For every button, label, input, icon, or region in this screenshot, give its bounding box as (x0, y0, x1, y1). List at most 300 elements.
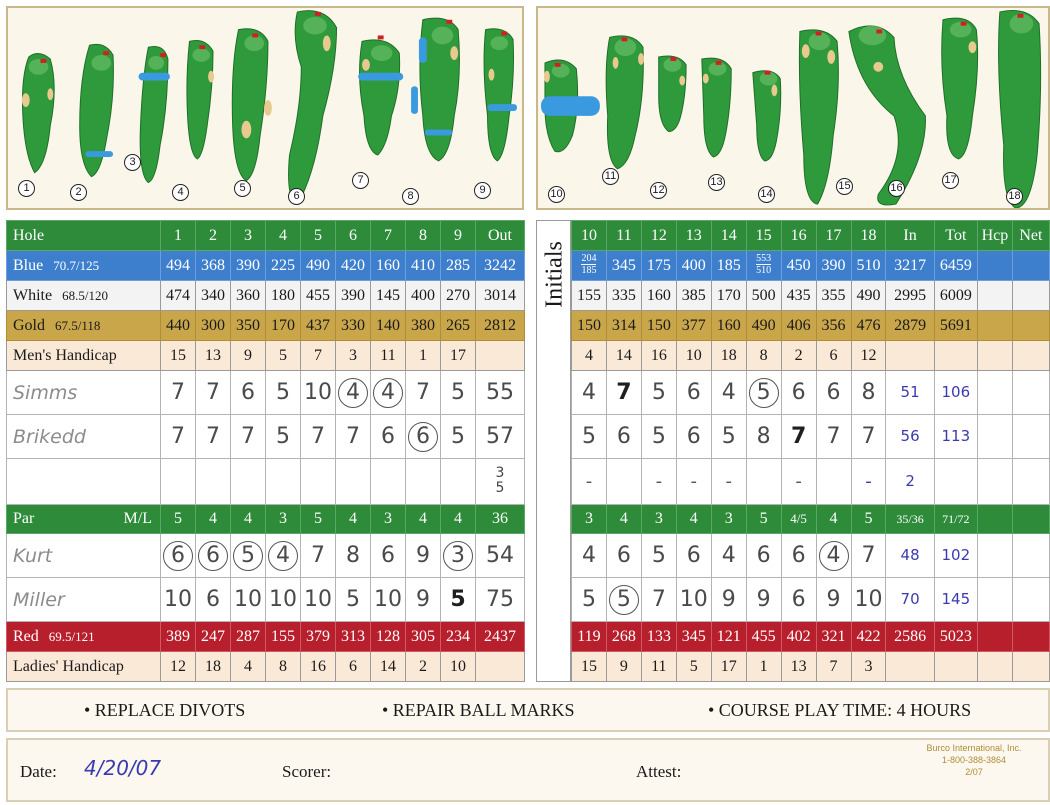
red-tee-row (572, 622, 1050, 652)
player-name-cell[interactable] (7, 371, 161, 415)
score-cell[interactable]: 10 (371, 578, 406, 622)
mark-cell[interactable] (746, 459, 781, 505)
score-in-cell[interactable]: 56 (886, 415, 934, 459)
net-cell[interactable] (1012, 534, 1049, 578)
handicap-cell: 12 (851, 341, 886, 371)
hole-number-cell: 5 (301, 221, 336, 251)
net-cell[interactable] (1012, 251, 1049, 281)
score-cell[interactable]: 6 (196, 578, 231, 622)
hole-number-badge: 2 (70, 184, 87, 201)
score-cell[interactable]: 5 (572, 415, 607, 459)
score-cell[interactable]: 4 (266, 534, 301, 578)
score-cell[interactable]: 7 (781, 415, 816, 459)
yardage-cell: 121 (711, 622, 746, 652)
score-cell[interactable]: 8 (746, 415, 781, 459)
score-cell[interactable]: 4 (572, 534, 607, 578)
front-nine-hole-diagrams (6, 6, 524, 210)
score-total-cell[interactable]: 54 (476, 534, 525, 578)
gold-tee-label: Gold 67.5/118 (7, 311, 161, 341)
yardage-cell-split: $\frac{553}{510}$ (746, 251, 781, 281)
hole-number-cell: 3 (231, 221, 266, 251)
yardage-cell: 155 (266, 622, 301, 652)
mark-cell[interactable]: - (572, 459, 607, 505)
attest-label: Attest: (636, 762, 682, 781)
score-cell[interactable]: 7 (231, 415, 266, 459)
match-marks-row (7, 459, 525, 505)
handicap-cell: 4 (572, 341, 607, 371)
score-cell[interactable]: 5 (441, 578, 476, 622)
hole-number-badge: 12 (650, 182, 667, 199)
score-cell[interactable]: 5 (231, 534, 266, 578)
score-cell[interactable]: 9 (711, 578, 746, 622)
score-cell[interactable]: 7 (161, 415, 196, 459)
initials-column (536, 220, 571, 682)
yardage-total-cell: 2812 (476, 311, 525, 341)
hole-number-cell: 18 (851, 221, 886, 251)
hcp-cell (977, 505, 1012, 534)
yardage-cell: 422 (851, 622, 886, 652)
match-marks-row (572, 459, 1050, 505)
red-rating: 69.5/121 (48, 628, 95, 644)
par-cell: 5 (851, 505, 886, 534)
score-in-cell[interactable]: 70 (886, 578, 934, 622)
red-tee-row (7, 622, 525, 652)
player-name: Miller (13, 588, 65, 611)
white-tee-row (7, 281, 525, 311)
score-cell[interactable]: 6 (371, 415, 406, 459)
score-cell[interactable]: 7 (301, 534, 336, 578)
score-cell[interactable]: 5 (572, 578, 607, 622)
yardage-cell: 175 (641, 251, 676, 281)
yardage-cell: 225 (266, 251, 301, 281)
handicap-cell: 3 (336, 341, 371, 371)
mark-in-cell[interactable]: 2 (886, 459, 934, 505)
score-cell[interactable]: 5 (441, 371, 476, 415)
hole-number-badge: 18 (1006, 188, 1023, 205)
hole-number-badge: 7 (352, 172, 369, 189)
par-cell: 4 (231, 505, 266, 534)
player-score-row (572, 371, 1050, 415)
mark-cell[interactable] (266, 459, 301, 505)
score-cell[interactable]: 9 (406, 578, 441, 622)
player-name: Simms (13, 381, 78, 404)
par-cell: 3 (266, 505, 301, 534)
score-total-cell[interactable]: 75 (476, 578, 525, 622)
mens-handicap-label: Men's Handicap (7, 341, 161, 371)
hcp-cell[interactable] (977, 622, 1012, 652)
handicap-cell: 6 (816, 341, 851, 371)
score-cell[interactable]: 6 (606, 534, 641, 578)
yardage-cell: 435 (781, 281, 816, 311)
yardage-cell: 377 (676, 311, 711, 341)
score-cell[interactable]: 7 (816, 415, 851, 459)
yardage-in-cell: 2879 (886, 311, 934, 341)
hcp-cell[interactable] (977, 459, 1012, 505)
hcp-cell[interactable] (977, 251, 1012, 281)
printer-phone: 1-800-388-3864 (941, 755, 1007, 765)
yardage-cell: 335 (606, 281, 641, 311)
player-score-row (572, 415, 1050, 459)
hcp-cell[interactable] (977, 371, 1012, 415)
mark-cell[interactable] (161, 459, 196, 505)
yardage-tot-cell: 5023 (934, 622, 977, 652)
player-score-row (7, 534, 525, 578)
date-value[interactable]: 4/20/07 (84, 756, 162, 780)
mens-handicap-row (572, 341, 1050, 371)
score-cell[interactable]: 7 (606, 371, 641, 415)
yardage-cell: 437 (301, 311, 336, 341)
score-total-cell[interactable]: 57 (476, 415, 525, 459)
score-cell[interactable]: 7 (336, 415, 371, 459)
par-tot-cell: 71/72 (934, 505, 977, 534)
hole-number-cell: 2 (196, 221, 231, 251)
mark-tot-cell[interactable] (934, 459, 977, 505)
hole-number-badge: 14 (758, 186, 775, 203)
yardage-cell: 350 (231, 311, 266, 341)
score-cell[interactable]: 3 (441, 534, 476, 578)
par-cell: 4/5 (781, 505, 816, 534)
score-cell[interactable]: 6 (371, 534, 406, 578)
handicap-cell: 5 (676, 652, 711, 682)
score-cell[interactable]: 6 (196, 534, 231, 578)
yardage-cell: 150 (641, 311, 676, 341)
handicap-cell: 15 (161, 341, 196, 371)
score-cell[interactable]: 10 (301, 371, 336, 415)
hole-number-cell: 9 (441, 221, 476, 251)
handicap-cell: 4 (231, 652, 266, 682)
handicap-cell: 10 (676, 341, 711, 371)
handicap-cell: 2 (406, 652, 441, 682)
hole-number-badge: 11 (602, 168, 619, 185)
hcp-cell[interactable] (977, 415, 1012, 459)
score-cell[interactable]: 4 (711, 371, 746, 415)
yardage-cell: 368 (196, 251, 231, 281)
blue-tee-row (7, 251, 525, 281)
par-ml-label: M/L (123, 510, 152, 527)
yardage-cell: 265 (441, 311, 476, 341)
yardage-cell: 340 (196, 281, 231, 311)
printer-code: 2/07 (965, 767, 983, 777)
score-cell[interactable]: 7 (196, 371, 231, 415)
score-cell[interactable]: 4 (572, 371, 607, 415)
player-score-row (7, 371, 525, 415)
net-cell[interactable] (1012, 415, 1049, 459)
handicap-cell: 3 (851, 652, 886, 682)
mark-cell[interactable] (371, 459, 406, 505)
player-name-cell[interactable] (7, 415, 161, 459)
handicap-cell: 11 (641, 652, 676, 682)
score-cell[interactable]: 10 (851, 578, 886, 622)
score-cell[interactable]: 4 (816, 534, 851, 578)
score-cell[interactable]: 7 (851, 534, 886, 578)
hcp-cell[interactable] (977, 341, 1012, 371)
match-marks-label-cell[interactable] (7, 459, 161, 505)
yardage-cell: 185 (711, 251, 746, 281)
handicap-cell: 1 (406, 341, 441, 371)
yardage-cell: 247 (196, 622, 231, 652)
yardage-cell: 170 (711, 281, 746, 311)
net-cell[interactable] (1012, 341, 1049, 371)
mark-cell[interactable]: - (641, 459, 676, 505)
par-cell: 3 (711, 505, 746, 534)
mark-total-cell[interactable]: 3 5 (476, 459, 525, 505)
mark-cell[interactable]: - (676, 459, 711, 505)
score-cell[interactable]: 4 (336, 371, 371, 415)
score-tot-cell[interactable]: 102 (934, 534, 977, 578)
score-cell[interactable]: 5 (266, 371, 301, 415)
course-play-time-text: • COURSE PLAY TIME: 4 HOURS (708, 700, 972, 720)
yardage-cell: 355 (816, 281, 851, 311)
hcp-cell[interactable] (977, 311, 1012, 341)
hole-number-cell: 17 (816, 221, 851, 251)
score-cell[interactable]: 4 (711, 534, 746, 578)
handicap-cell: 17 (711, 652, 746, 682)
par-cell: 5 (301, 505, 336, 534)
mark-cell[interactable]: - (781, 459, 816, 505)
yardage-cell: 305 (406, 622, 441, 652)
yardage-cell: 360 (231, 281, 266, 311)
net-cell[interactable] (1012, 622, 1049, 652)
par-cell: 5 (746, 505, 781, 534)
score-cell[interactable]: 6 (161, 534, 196, 578)
hole-number-cell: 6 (336, 221, 371, 251)
red-tee-label: Red 69.5/121 (7, 622, 161, 652)
handicap-cell: 14 (606, 341, 641, 371)
handicap-cell: 8 (746, 341, 781, 371)
net-cell[interactable] (1012, 652, 1049, 682)
handicap-cell: 6 (336, 652, 371, 682)
yardage-cell: 450 (781, 251, 816, 281)
yardage-cell: 476 (851, 311, 886, 341)
blue-tee-label: Blue 70.7/125 (7, 251, 161, 281)
hole-number-badge: 10 (548, 186, 565, 203)
handicap-cell: 16 (301, 652, 336, 682)
score-cell[interactable]: 6 (231, 371, 266, 415)
back-nine-scorecard-table (571, 220, 1050, 682)
ladies-handicap-row (572, 652, 1050, 682)
mark-cell[interactable] (301, 459, 336, 505)
score-cell[interactable]: 6 (406, 415, 441, 459)
score-tot-cell[interactable]: 113 (934, 415, 977, 459)
mark-cell[interactable] (336, 459, 371, 505)
score-cell[interactable]: 9 (406, 534, 441, 578)
score-cell[interactable]: 5 (641, 534, 676, 578)
yardage-cell: 440 (161, 311, 196, 341)
player-score-row (7, 578, 525, 622)
score-cell[interactable]: 5 (266, 415, 301, 459)
score-cell[interactable]: 6 (676, 371, 711, 415)
net-cell[interactable] (1012, 459, 1049, 505)
yardage-tot-cell: 6459 (934, 251, 977, 281)
player-score-row (7, 415, 525, 459)
score-cell[interactable]: 10 (266, 578, 301, 622)
yardage-cell: 402 (781, 622, 816, 652)
yardage-cell: 490 (746, 311, 781, 341)
handicap-cell: 9 (606, 652, 641, 682)
par-label: Par M/L (7, 505, 161, 534)
blue-rating: 70.7/125 (53, 257, 100, 273)
yardage-cell: 500 (746, 281, 781, 311)
mark-cell[interactable] (231, 459, 266, 505)
hole-number-cell: 13 (676, 221, 711, 251)
handicap-cell: 18 (711, 341, 746, 371)
yardage-in-cell: 2586 (886, 622, 934, 652)
score-cell[interactable]: 7 (161, 371, 196, 415)
mark-cell[interactable]: - (711, 459, 746, 505)
mark-cell[interactable] (441, 459, 476, 505)
score-cell[interactable]: 5 (641, 371, 676, 415)
score-cell[interactable]: 10 (301, 578, 336, 622)
hole-number-cell: 12 (641, 221, 676, 251)
hole-row (572, 221, 1050, 251)
hole-number-badge: 13 (708, 174, 725, 191)
par-cell: 3 (371, 505, 406, 534)
yardage-cell: 128 (371, 622, 406, 652)
score-in-cell[interactable]: 51 (886, 371, 934, 415)
hcp-cell[interactable] (977, 652, 1012, 682)
yardage-cell: 390 (336, 281, 371, 311)
mark-cell[interactable] (196, 459, 231, 505)
score-cell[interactable]: 5 (336, 578, 371, 622)
mark-cell[interactable] (816, 459, 851, 505)
score-cell[interactable]: 5 (641, 415, 676, 459)
tot-label: Tot (934, 221, 977, 251)
par-cell: 3 (641, 505, 676, 534)
player-name-cell[interactable] (7, 534, 161, 578)
score-tot-cell[interactable]: 106 (934, 371, 977, 415)
gold-tee-row (7, 311, 525, 341)
scorer-label: Scorer: (282, 762, 332, 781)
yardage-cell: 140 (371, 311, 406, 341)
hole-number-cell: 7 (371, 221, 406, 251)
player-score-row (572, 578, 1050, 622)
back-nine-hole-diagrams (536, 6, 1050, 210)
par-cell: 4 (406, 505, 441, 534)
date-label: Date: (20, 762, 57, 781)
hole-number-badge: 16 (888, 180, 905, 197)
score-cell[interactable]: 7 (406, 371, 441, 415)
score-cell[interactable]: 7 (851, 415, 886, 459)
net-cell[interactable] (1012, 371, 1049, 415)
hcp-cell[interactable] (977, 578, 1012, 622)
hole-number-cell: 4 (266, 221, 301, 251)
hcp-cell[interactable] (977, 534, 1012, 578)
initials-label: Initials (541, 241, 568, 308)
yardage-cell: 145 (371, 281, 406, 311)
net-cell[interactable] (1012, 578, 1049, 622)
mark-cell[interactable]: - (851, 459, 886, 505)
score-cell[interactable]: 10 (231, 578, 266, 622)
score-cell[interactable]: 10 (161, 578, 196, 622)
yardage-cell: 400 (406, 281, 441, 311)
hole-number-badge: 17 (942, 172, 959, 189)
par-cell: 3 (572, 505, 607, 534)
mens-handicap-row (7, 341, 525, 371)
score-cell[interactable]: 6 (781, 578, 816, 622)
handicap-cell: 9 (231, 341, 266, 371)
white-tee-row (572, 281, 1050, 311)
front-hole-map-illustrations (8, 8, 522, 208)
score-cell[interactable]: 8 (851, 371, 886, 415)
white-rating: 68.5/120 (62, 287, 108, 303)
gold-rating: 67.5/118 (55, 317, 101, 333)
yardage-cell: 268 (606, 622, 641, 652)
yardage-cell: 234 (441, 622, 476, 652)
player-name: Kurt (13, 544, 53, 567)
score-cell[interactable]: 6 (816, 371, 851, 415)
score-cell[interactable]: 5 (606, 578, 641, 622)
score-cell[interactable]: 6 (676, 415, 711, 459)
score-cell[interactable]: 8 (336, 534, 371, 578)
handicap-cell: 11 (371, 341, 406, 371)
yardage-cell: 155 (572, 281, 607, 311)
score-cell[interactable]: 7 (641, 578, 676, 622)
mark-cell[interactable] (406, 459, 441, 505)
hole-number-cell: 15 (746, 221, 781, 251)
score-cell[interactable]: 4 (371, 371, 406, 415)
yardage-cell: 379 (301, 622, 336, 652)
score-cell[interactable]: 5 (441, 415, 476, 459)
score-cell[interactable]: 7 (196, 415, 231, 459)
handicap-cell: 13 (781, 652, 816, 682)
hole-number-badge: 9 (474, 182, 491, 199)
score-cell[interactable]: 6 (606, 415, 641, 459)
score-in-cell[interactable]: 48 (886, 534, 934, 578)
score-cell[interactable]: 6 (746, 534, 781, 578)
score-cell[interactable]: 7 (301, 415, 336, 459)
handicap-cell: 10 (441, 652, 476, 682)
handicap-cell: 18 (196, 652, 231, 682)
yardage-cell: 494 (161, 251, 196, 281)
net-cell[interactable] (1012, 281, 1049, 311)
hole-number-cell: 16 (781, 221, 816, 251)
score-cell[interactable]: 5 (711, 415, 746, 459)
score-cell[interactable]: 9 (816, 578, 851, 622)
score-cell[interactable]: 6 (781, 371, 816, 415)
handicap-cell (886, 341, 934, 371)
hcp-cell[interactable] (977, 281, 1012, 311)
hole-number-badge: 6 (288, 188, 305, 205)
net-cell[interactable] (1012, 311, 1049, 341)
score-tot-cell[interactable]: 145 (934, 578, 977, 622)
score-cell[interactable]: 10 (676, 578, 711, 622)
mark-cell[interactable] (606, 459, 641, 505)
score-cell[interactable]: 5 (746, 371, 781, 415)
score-total-cell[interactable]: 55 (476, 371, 525, 415)
score-cell[interactable]: 6 (781, 534, 816, 578)
yardage-cell: 321 (816, 622, 851, 652)
yardage-cell: 300 (196, 311, 231, 341)
ladies-handicap-label: Ladies' Handicap (7, 652, 161, 682)
handicap-cell: 16 (641, 341, 676, 371)
printer-name: Burco International, Inc. (926, 743, 1022, 753)
par-total-cell: 36 (476, 505, 525, 534)
score-cell[interactable]: 6 (676, 534, 711, 578)
player-score-row (572, 534, 1050, 578)
yardage-cell: 510 (851, 251, 886, 281)
yardage-cell: 474 (161, 281, 196, 311)
yardage-cell: 314 (606, 311, 641, 341)
hcp-label: Hcp (977, 221, 1012, 251)
yardage-cell: 160 (711, 311, 746, 341)
yardage-in-cell: 2995 (886, 281, 934, 311)
player-name-cell[interactable] (7, 578, 161, 622)
yardage-total-cell: 3014 (476, 281, 525, 311)
score-cell[interactable]: 9 (746, 578, 781, 622)
yardage-cell: 389 (161, 622, 196, 652)
par-cell: 5 (161, 505, 196, 534)
handicap-cell (934, 341, 977, 371)
